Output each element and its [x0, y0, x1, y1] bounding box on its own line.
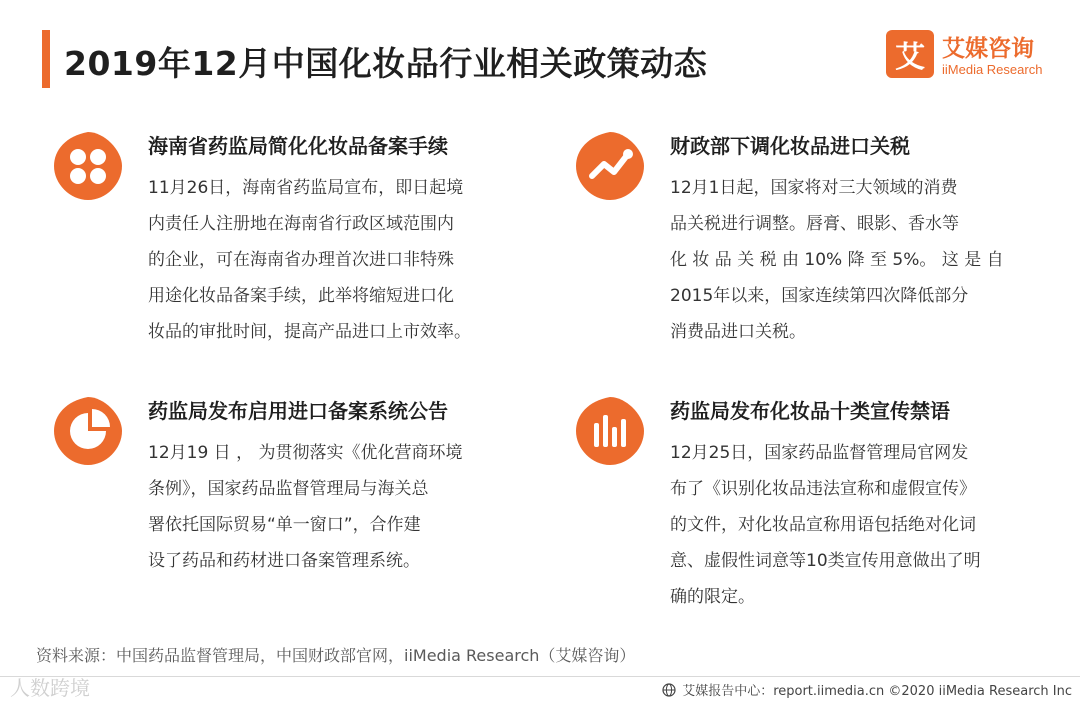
card-line: 的文件，对化妆品宣称用语包括绝对化词 [670, 515, 976, 535]
card-line: 意、虚假性词意等10类宣传用意做出了明 [670, 551, 981, 571]
card-line: 12月1日起，国家将对三大领域的消费 [670, 178, 958, 198]
card-title: 药监局发布启用进口备案系统公告 [148, 399, 448, 423]
title-accent-bar [42, 30, 50, 88]
footer [662, 680, 1072, 699]
policy-card-3 [52, 395, 552, 585]
card-line: 化 妆 品 关 税 由 10% 降 至 5%。 这 是 自 [670, 250, 1004, 270]
card-line: 12月19 日 ， 为贯彻落实《优化营商环境 [148, 443, 463, 463]
policy-card-4 [574, 395, 1064, 625]
brand-logo [886, 30, 1058, 82]
card-line: 12月25日，国家药品监督管理局官网发 [670, 443, 969, 463]
footer-text: 艾媒报告中心：report.iimedia.cn ©2020 iiMedia Research Inc [682, 684, 1072, 699]
dots-grid-icon [52, 130, 124, 202]
card-body [148, 170, 471, 350]
globe-icon [662, 683, 676, 697]
card-line: 内责任人注册地在海南省行政区域范围内 [148, 214, 454, 234]
policy-card-2 [574, 130, 1064, 350]
card-title: 药监局发布化妆品十类宣传禁语 [670, 399, 950, 423]
card-line: 布了《识别化妆品违法宣称和虚假宣传》 [670, 479, 976, 499]
bar-chart-icon [574, 395, 646, 467]
card-body [670, 435, 981, 615]
card-line: 2015年以来，国家连续第四次降低部分 [670, 286, 969, 306]
logo-name-cn: 艾媒咨询 [942, 36, 1034, 62]
footer-divider [0, 676, 1080, 677]
card-title: 财政部下调化妆品进口关税 [670, 134, 910, 158]
card-line: 署依托国际贸易“单一窗口”，合作建 [148, 515, 421, 535]
card-title: 海南省药监局简化化妆品备案手续 [148, 134, 448, 158]
card-line: 用途化妆品备案手续，此举将缩短进口化 [148, 286, 454, 306]
card-line: 11月26日，海南省药监局宣布，即日起境 [148, 178, 464, 198]
trend-line-icon [574, 130, 646, 202]
card-line: 消费品进口关税。 [670, 322, 806, 342]
watermark: 人数跨境 [10, 676, 90, 700]
source-note: 资料来源：中国药品监督管理局，中国财政部官网，iiMedia Research（艾媒咨询） [36, 646, 636, 665]
page-title: 2019年12月中国化妆品行业相关政策动态 [64, 44, 708, 83]
card-line: 设了药品和药材进口备案管理系统。 [148, 551, 420, 571]
card-body [670, 170, 1004, 350]
card-line: 确的限定。 [670, 587, 755, 607]
card-line: 品关税进行调整。唇膏、眼影、香水等 [670, 214, 959, 234]
pie-chart-icon [52, 395, 124, 467]
card-body [148, 435, 462, 579]
card-line: 的企业，可在海南省办理首次进口非特殊 [148, 250, 454, 270]
policy-card-1 [52, 130, 552, 350]
card-line: 妆品的审批时间，提高产品进口上市效率。 [148, 322, 471, 342]
logo-name-en: iiMedia Research [942, 62, 1043, 77]
logo-mark: 艾 [886, 30, 934, 78]
card-line: 条例》，国家药品监督管理局与海关总 [148, 479, 429, 499]
